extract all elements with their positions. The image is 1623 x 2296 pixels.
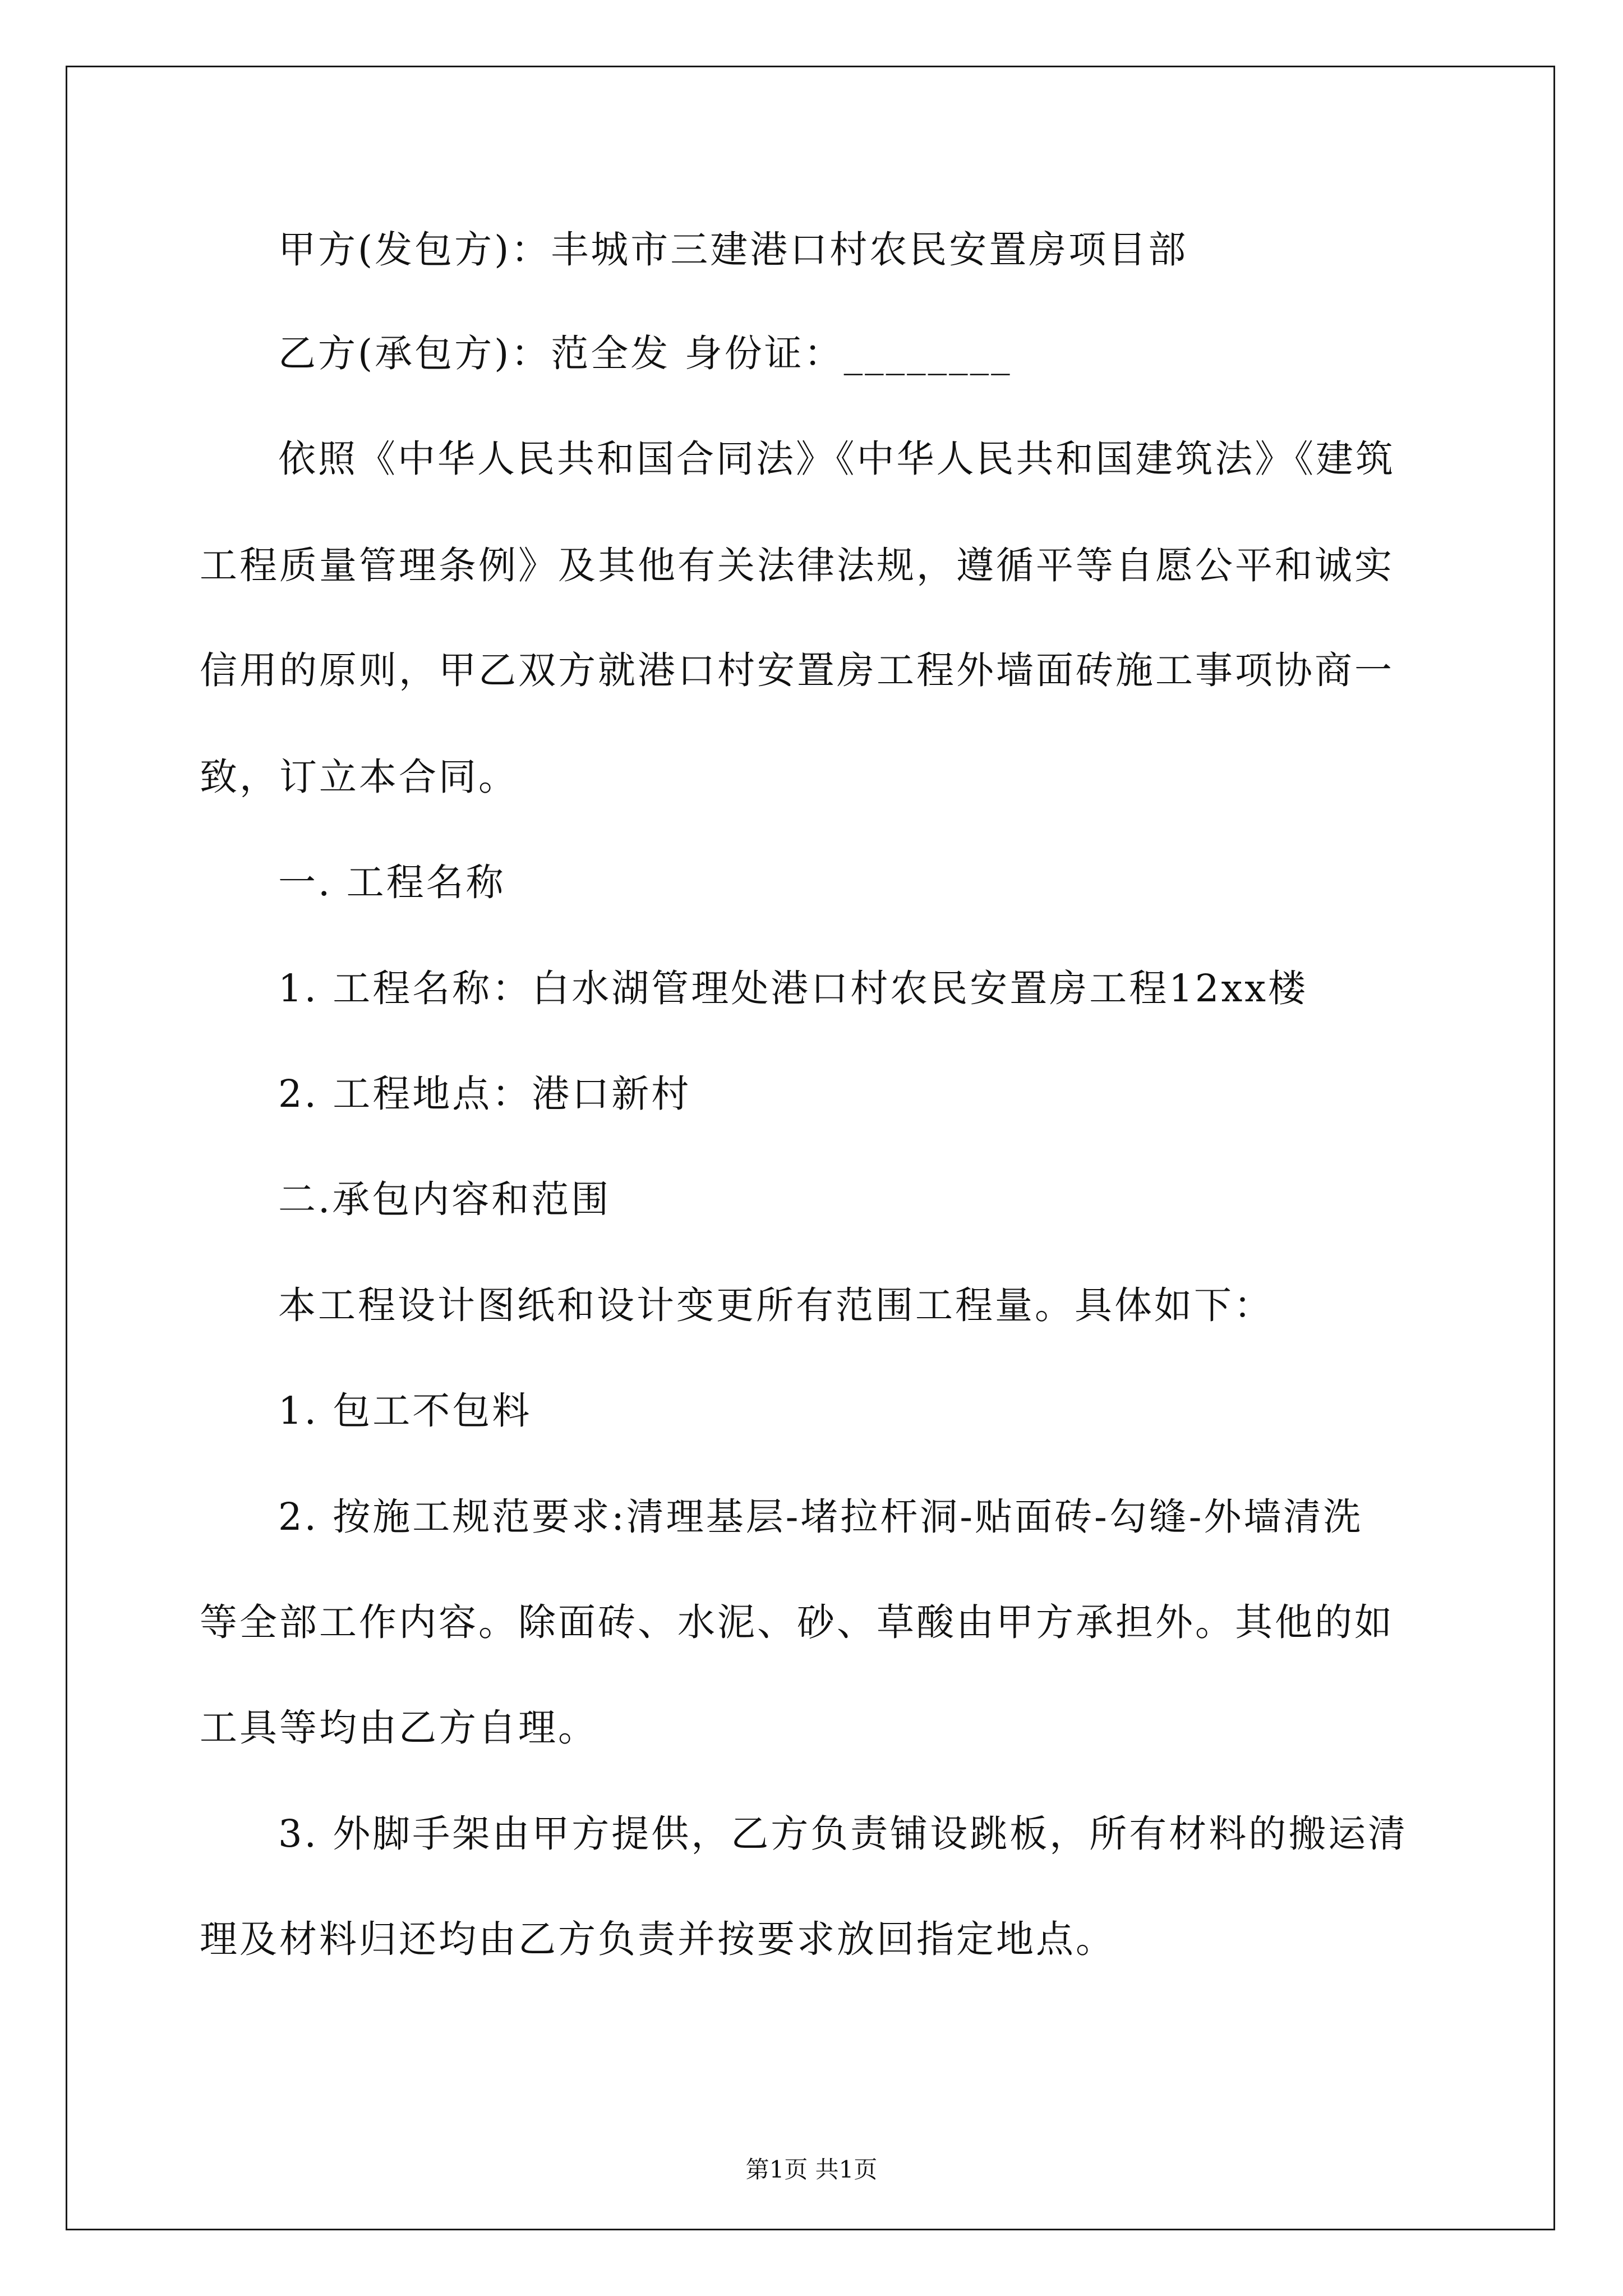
preamble-line-2: 工程质量管理条例》及其他有关法律法规，遵循平等自愿公平和诚实: [200, 544, 1394, 587]
party-b-line: 乙方(承包方)：范全发 身份证：________: [278, 332, 1012, 375]
project-location-item: 2. 工程地点：港口新村: [278, 1072, 691, 1116]
section-2-intro: 本工程设计图纸和设计变更所有范围工程量。具体如下：: [278, 1283, 1274, 1327]
section-2-heading: 二.承包内容和范围: [278, 1177, 611, 1221]
scope-item-2-line-1: 2. 按施工规范要求:清理基层-堵拉杆洞-贴面砖-勾缝-外墙清洗: [278, 1495, 1363, 1539]
scope-item-3-line-1: 3. 外脚手架由甲方提供，乙方负责铺设跳板，所有材料的搬运清: [278, 1812, 1408, 1856]
preamble-line-4: 致，订立本合同。: [200, 755, 518, 799]
section-1-heading: 一. 工程名称: [278, 861, 506, 904]
page-border: [66, 66, 1555, 2230]
scope-item-1: 1. 包工不包料: [278, 1389, 532, 1433]
preamble-line-1: 依照《中华人民共和国合同法》《中华人民共和国建筑法》《建筑: [278, 437, 1395, 481]
preamble-line-3: 信用的原则，甲乙双方就港口村安置房工程外墙面砖施工事项协商一: [200, 648, 1394, 692]
party-a-line: 甲方(发包方)：丰城市三建港口村农民安置房项目部: [278, 228, 1188, 272]
scope-item-2-line-2: 等全部工作内容。除面砖、水泥、砂、草酸由甲方承担外。其他的如: [200, 1600, 1394, 1644]
page-number-footer: 第1页 共1页: [745, 2156, 878, 2183]
scope-item-3-line-2: 理及材料归还均由乙方负责并按要求放回指定地点。: [200, 1917, 1115, 1961]
scope-item-2-line-3: 工具等均由乙方自理。: [200, 1706, 598, 1750]
project-name-item: 1. 工程名称：白水湖管理处港口村农民安置房工程12xx楼: [278, 967, 1308, 1010]
